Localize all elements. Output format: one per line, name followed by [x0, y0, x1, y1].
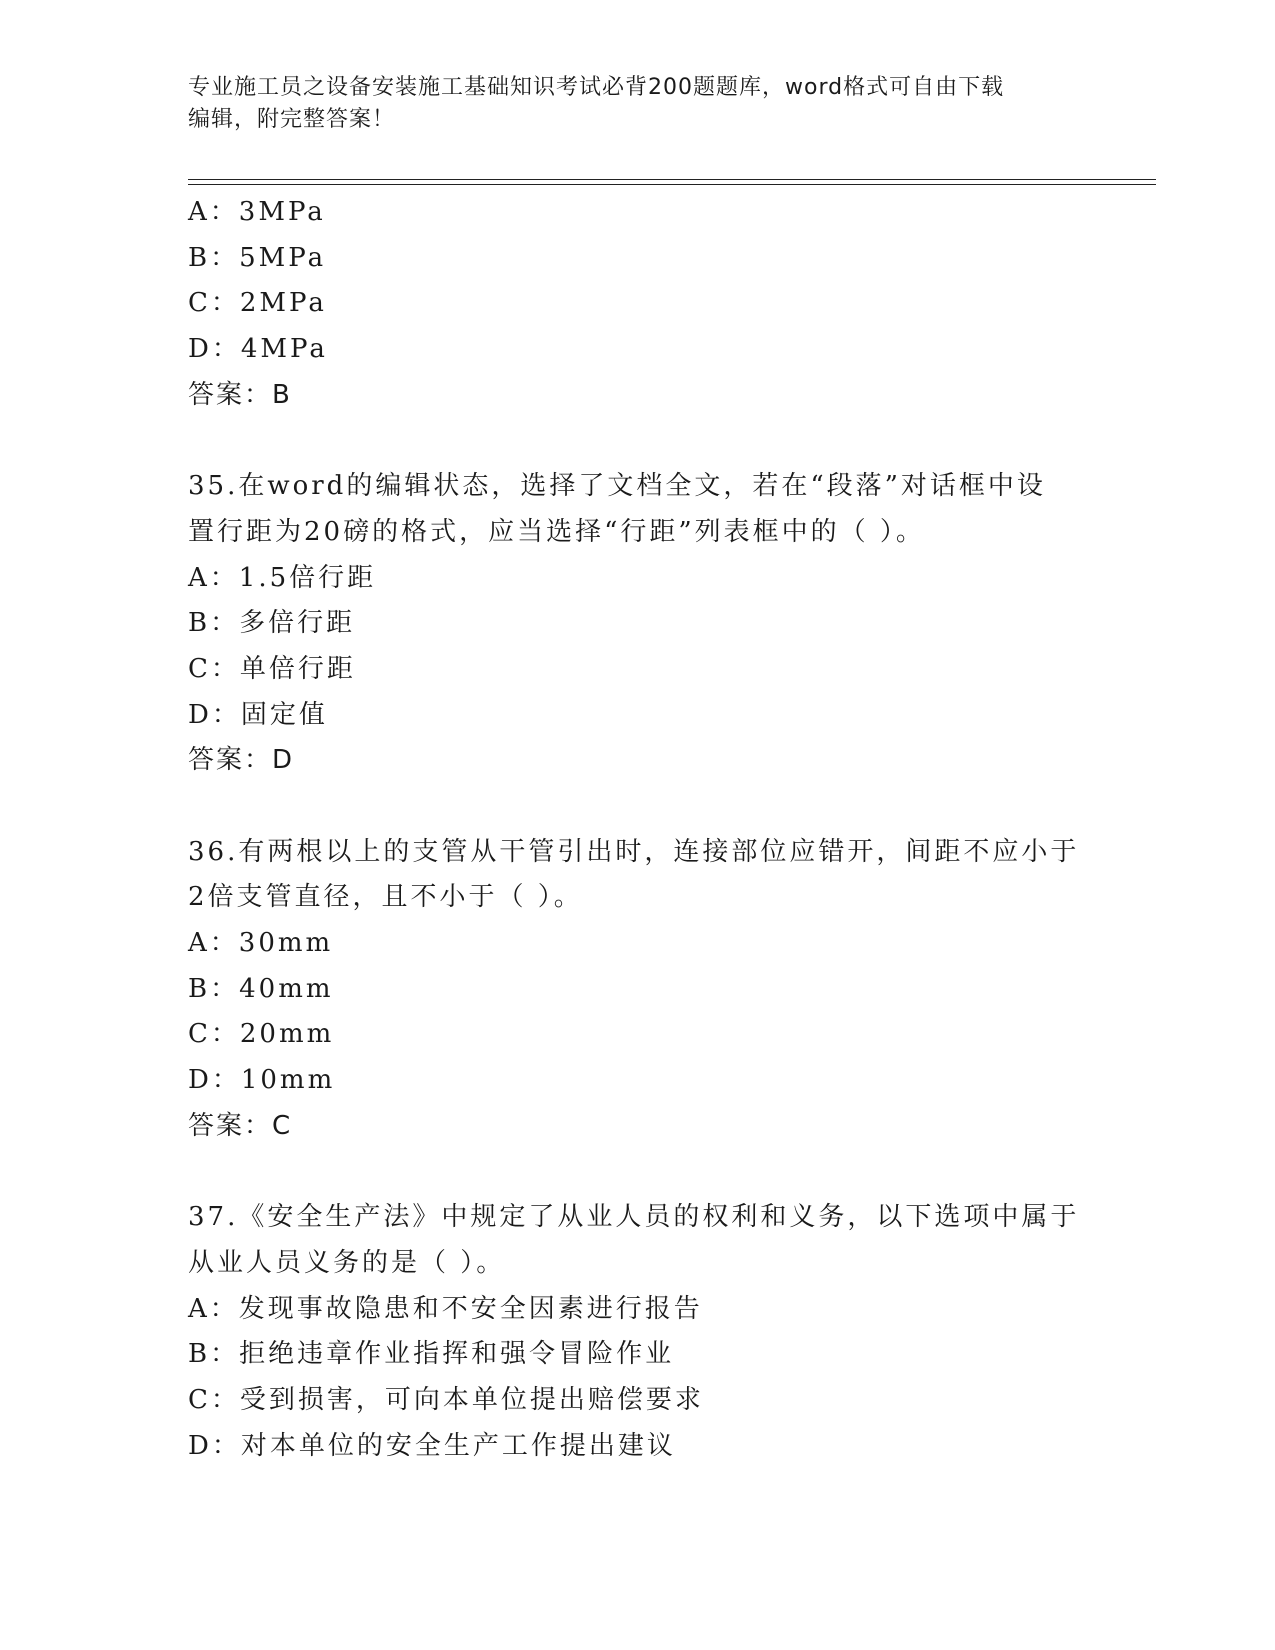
- option-c: C：受到损害，可向本单位提出赔偿要求: [188, 1384, 704, 1415]
- option-b: B：拒绝违章作业指挥和强令冒险作业: [188, 1339, 675, 1370]
- question-list: [188, 190, 1088, 1469]
- header-line-1: 专业施工员之设备安装施工基础知识考试必背200题题库，word格式可自由下载: [188, 75, 1005, 100]
- option-d: D：对本单位的安全生产工作提出建议: [188, 1430, 676, 1461]
- document-header: [188, 72, 1088, 136]
- option-b: B：5MPa: [188, 242, 327, 273]
- answer-line: 答案：C: [188, 1110, 293, 1141]
- question-stem-line-2: 从业人员义务的是（ ）。: [188, 1247, 506, 1278]
- option-a: A：3MPa: [188, 197, 326, 227]
- question-stem-line-1: 35.在word的编辑状态，选择了文档全文，若在“段落”对话框中设: [188, 471, 1046, 502]
- option-a: A：1.5倍行距: [188, 562, 377, 593]
- question-36: [188, 830, 1088, 1150]
- option-c: C：20mm: [188, 1019, 335, 1050]
- option-b: B：40mm: [188, 973, 334, 1004]
- option-c: C：2MPa: [188, 288, 327, 319]
- header-divider-bottom: [188, 184, 1156, 185]
- question-spacer: [188, 784, 1088, 830]
- option-d: D：4MPa: [188, 334, 328, 365]
- question-spacer: [188, 418, 1088, 464]
- option-a: A：发现事故隐患和不安全因素进行报告: [188, 1293, 703, 1324]
- option-b: B：多倍行距: [188, 608, 356, 639]
- option-d: D：10mm: [188, 1065, 336, 1096]
- question-34: [188, 190, 1088, 418]
- option-d: D：固定值: [188, 699, 328, 730]
- answer-line: 答案：D: [188, 745, 295, 776]
- option-a: A：30mm: [188, 928, 334, 958]
- question-stem-line-1: 37.《安全生产法》中规定了从业人员的权利和义务，以下选项中属于: [188, 1202, 1080, 1233]
- header-divider-top: [188, 179, 1156, 180]
- question-spacer: [188, 1149, 1088, 1195]
- header-line-2: 编辑，附完整答案！: [188, 107, 396, 132]
- question-stem-line-1: 36.有两根以上的支管从干管引出时，连接部位应错开，间距不应小于: [188, 836, 1080, 867]
- question-37: [188, 1195, 1088, 1469]
- answer-line: 答案：B: [188, 379, 292, 410]
- question-stem-line-2: 2倍支管直径，且不小于（ ）。: [188, 882, 583, 913]
- option-c: C：单倍行距: [188, 653, 356, 684]
- question-stem-line-2: 置行距为20磅的格式，应当选择“行距”列表框中的（ ）。: [188, 516, 925, 547]
- question-35: [188, 464, 1088, 784]
